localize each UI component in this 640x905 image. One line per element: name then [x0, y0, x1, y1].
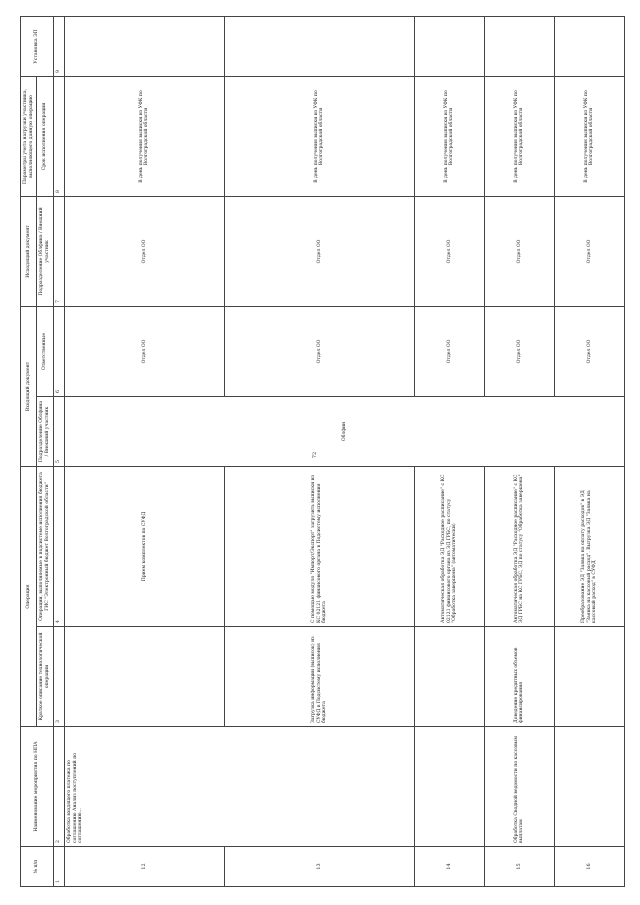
- header-output-unit: Подразделение Облфина / Внешний участник: [37, 196, 53, 306]
- operations-cell: С помощью модуля "Импорт/Экспорт" загрузить выписки из КС 02121 финансового органа в Подсистему исполнения бюджета: [224, 466, 414, 626]
- output-unit-cell: Отдел ОО: [64, 196, 224, 306]
- col-number: 4: [53, 466, 64, 626]
- operations-cell: Преобразование ЭД "Заявка на оплату расходов" в ЭД "Заявка на кассовый расход". Выгрузка ЭД "Заявка на кассовый расход" в СУФД: [554, 466, 624, 626]
- col-number: 3: [53, 627, 64, 727]
- col-number: 1: [53, 847, 64, 887]
- signature-cell: [554, 16, 624, 76]
- description-cell: [414, 627, 484, 727]
- description-cell: [554, 627, 624, 727]
- header-no: № п/п: [21, 847, 54, 887]
- row-number: 12: [64, 847, 224, 887]
- header-group-output: Исходящий документ: [21, 196, 37, 306]
- signature-cell: [484, 16, 554, 76]
- description-cell: Загрузка информации (выписок) из СУФД в Подсистему исполнения бюджета: [224, 627, 414, 727]
- event-cell: Обработка входящего платежа по соглашению Анализ поступлений по соглашению...: [64, 727, 414, 847]
- header-operations: Операции, выполняемые в подсистеме исполнения бюджета ГИС "Электронный бюджет Волгоградской области": [37, 466, 53, 626]
- header-event: Наименование мероприятия по НПА: [21, 727, 54, 847]
- col-number: 6: [53, 306, 64, 396]
- description-cell: [64, 627, 224, 727]
- deadline-cell: В день получения выписки из УФК по Волгоградской области: [554, 76, 624, 196]
- table-row: [64, 16, 224, 886]
- header-group-params: Параметры учета нагрузки участника, выполняющего данную операцию: [21, 76, 37, 196]
- responsible-cell: Отдел ОО: [554, 306, 624, 396]
- header-group-input: Входящий документ: [21, 306, 37, 466]
- col-number: 5: [53, 396, 64, 466]
- event-cell: [554, 727, 624, 847]
- event-cell: Обработка Сводной ведомости по кассовым выплатам: [484, 727, 554, 847]
- header-description: Краткое описание технологической операции: [37, 627, 53, 727]
- header-input-unit: Подразделение Облфина / Внешний участник: [37, 396, 53, 466]
- output-unit-cell: Отдел ОО: [414, 196, 484, 306]
- deadline-cell: В день получения выписки из УФК по Волгоградской области: [224, 76, 414, 196]
- responsible-cell: Отдел ОО: [224, 306, 414, 396]
- col-number: 2: [53, 727, 64, 847]
- page-number: 72: [312, 451, 319, 459]
- operations-cell: Автоматическая обработка ЭД "Расходное расписание" с КС ЭД ГРБС на КС ГРБС, ЭД по статусу "Обработка завершена": [484, 466, 554, 626]
- col-number: 9: [53, 16, 64, 76]
- header-deadline: Срок исполнения операции: [37, 76, 53, 196]
- column-numbers-row: [53, 16, 64, 886]
- header-signature: Установка ЭП: [21, 16, 54, 76]
- rotated-table-sheet: [20, 17, 620, 887]
- input-unit-cell: Облфин: [64, 396, 624, 466]
- row-number: 14: [414, 847, 484, 887]
- row-number: 16: [554, 847, 624, 887]
- col-number: 7: [53, 196, 64, 306]
- event-cell: [414, 727, 484, 847]
- row-number: 15: [484, 847, 554, 887]
- output-unit-cell: Отдел ОО: [554, 196, 624, 306]
- signature-cell: [224, 16, 414, 76]
- output-unit-cell: Отдел ОО: [484, 196, 554, 306]
- operations-cell: Прием комплектов по СУФД: [64, 466, 224, 626]
- output-unit-cell: Отдел ОО: [224, 196, 414, 306]
- deadline-cell: В день получения выписки из УФК по Волгоградской области: [64, 76, 224, 196]
- responsible-cell: Отдел ОО: [414, 306, 484, 396]
- process-table: [20, 16, 625, 887]
- deadline-cell: В день получения выписки из УФК по Волгоградской области: [484, 76, 554, 196]
- header-responsible: Ответственные: [37, 306, 53, 396]
- operations-cell: Автоматическая обработка ЭД "Расходное расписание" с КС 02121 финансового органа из ЭД ГРБС, по статусу "Обработка завершена" (автоматически): [414, 466, 484, 626]
- deadline-cell: В день получения выписки из УФК по Волгоградской области: [414, 76, 484, 196]
- responsible-cell: Отдел ОО: [484, 306, 554, 396]
- row-number: 13: [224, 847, 414, 887]
- description-cell: Доведение кредитных объемов финансирования: [484, 627, 554, 727]
- header-group-operation: Операция: [21, 466, 37, 726]
- signature-cell: [414, 16, 484, 76]
- signature-cell: [64, 16, 224, 76]
- col-number: 8: [53, 76, 64, 196]
- responsible-cell: Отдел ОО: [64, 306, 224, 396]
